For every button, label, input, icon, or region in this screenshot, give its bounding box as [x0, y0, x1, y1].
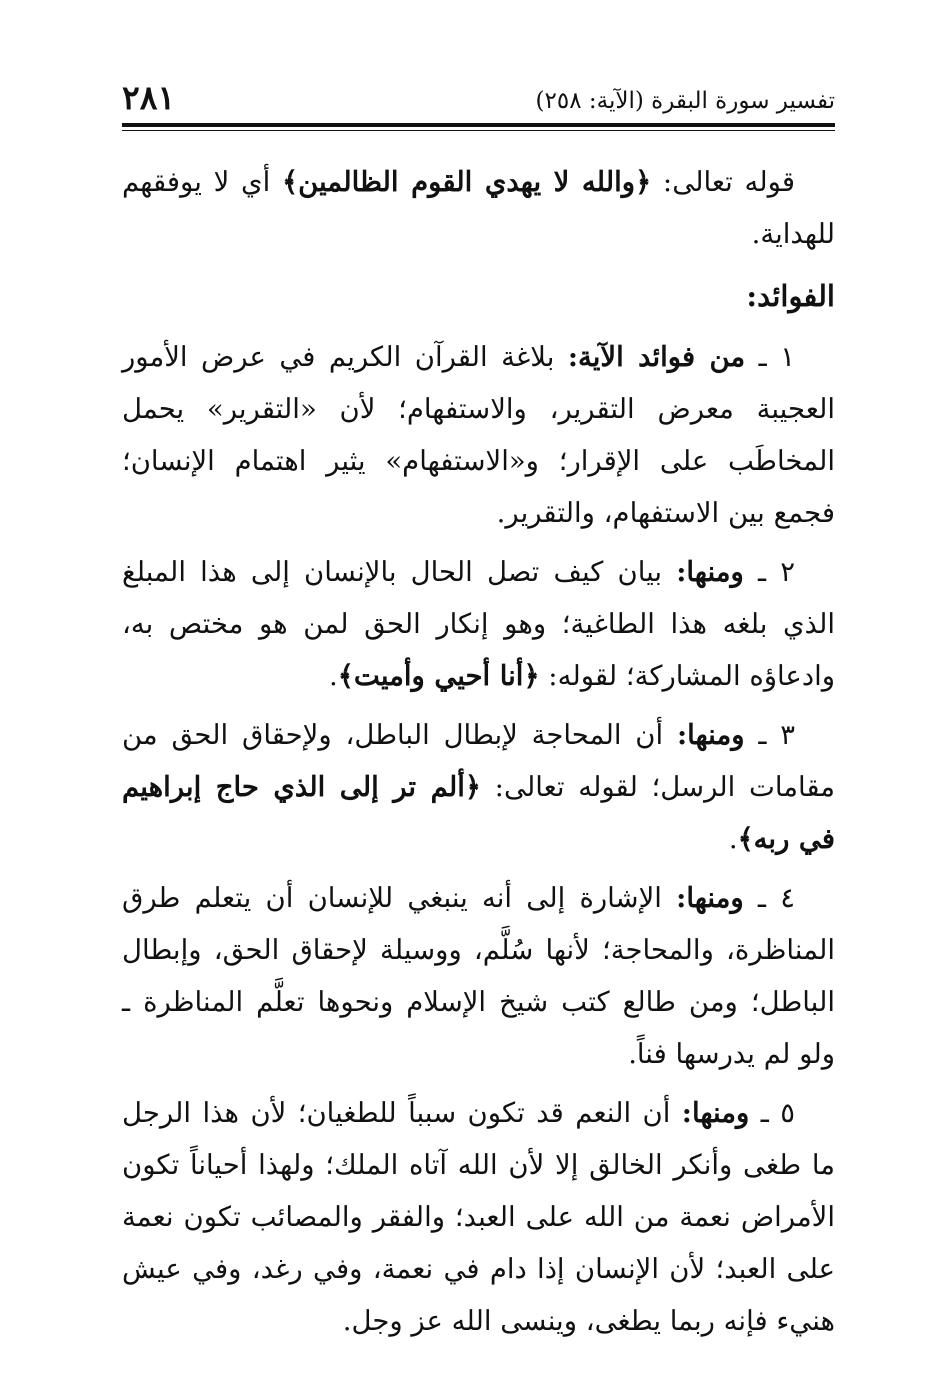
item-label: ومنها:: [676, 882, 744, 914]
item-text: بلاغة القرآن الكريم في عرض الأمور العجيبة معرض التقرير، والاستفهام؛ لأن «التقرير» يحمل المخاطَب على الإقرار؛ و«الاستفهام» يثير اهتمام الإنسان؛ فجمع بين الاستفهام، والتقرير.: [122, 341, 835, 529]
intro-paragraph: [122, 156, 835, 260]
page-body: [122, 156, 835, 1354]
item-tail: .: [728, 823, 738, 855]
page-header: [122, 78, 835, 122]
intro-verse: ﴿والله لا يهدي القوم الظالمين﴾: [281, 166, 652, 198]
intro-lead: قوله تعالى:: [651, 166, 796, 198]
intro-rest: أي لا يوفقهم للهداية.: [122, 166, 835, 250]
item-tail: .: [328, 660, 338, 692]
item-number: ٢ ـ: [743, 556, 795, 588]
item-verse: ﴿ألم تر إلى الذي حاج إبراهيم في ربه﴾: [122, 771, 835, 855]
item-label: ومنها:: [681, 1097, 750, 1129]
item-number: ٣ ـ: [744, 719, 795, 751]
item-number: ٤ ـ: [743, 882, 796, 914]
benefits-heading: الفوائد:: [746, 279, 835, 313]
item-label: ومنها:: [676, 556, 744, 588]
page-number: ٢٨١: [122, 78, 176, 117]
item-text: الإشارة إلى أنه ينبغي للإنسان أن يتعلم طرق المناظرة، والمحاجة؛ لأنها سُلَّم، ووسيلة لإحقاق الحق، وإبطال الباطل؛ ومن طالع كتب شيخ الإسلام ونحوها تعلَّم المناظرة ـ ولو لم يدرسها فناً.: [122, 882, 835, 1070]
item-verse: ﴿أنا أحيي وأميت﴾: [337, 660, 540, 692]
item-text: بيان كيف تصل الحال بالإنسان إلى هذا المبلغ الذي بلغه هذا الطاغية؛ وهو إنكار الحق لمن هو مختص به، وادعاؤه المشاركة؛ لقوله:: [122, 556, 835, 692]
header-rule-thin: [122, 130, 835, 131]
benefit-item-2: [122, 546, 835, 702]
item-number: ١ ـ: [745, 341, 795, 373]
benefit-item-4: [122, 872, 835, 1080]
item-number: ٥ ـ: [749, 1097, 795, 1129]
benefit-item-1: [122, 331, 835, 539]
item-text: أن المحاجة لإبطال الباطل، ولإحقاق الحق من مقامات الرسل؛ لقوله تعالى:: [122, 719, 835, 803]
item-label: ومنها:: [676, 719, 745, 751]
item-label: من فوائد الآية:: [567, 341, 746, 373]
item-text: أن النعم قد تكون سبباً للطغيان؛ لأن هذا الرجل ما طغى وأنكر الخالق إلا لأن الله آتاه الملك؛ ولهذا أحياناً تكون الأمراض نعمة من الله على العبد؛ والفقر والمصائب تكون نعمة على العبد؛ لأن الإنسان إذا دام في نعمة، وفي رغد، وفي عيش هنيء فإنه ربما يطغى، وينسى الله عز وجل.: [122, 1097, 835, 1337]
benefit-item-5: [122, 1087, 835, 1347]
running-title: تفسير سورة البقرة (الآية: ٢٥٨): [535, 88, 835, 114]
header-rule-thick: [122, 123, 835, 127]
benefit-item-3: [122, 709, 835, 865]
